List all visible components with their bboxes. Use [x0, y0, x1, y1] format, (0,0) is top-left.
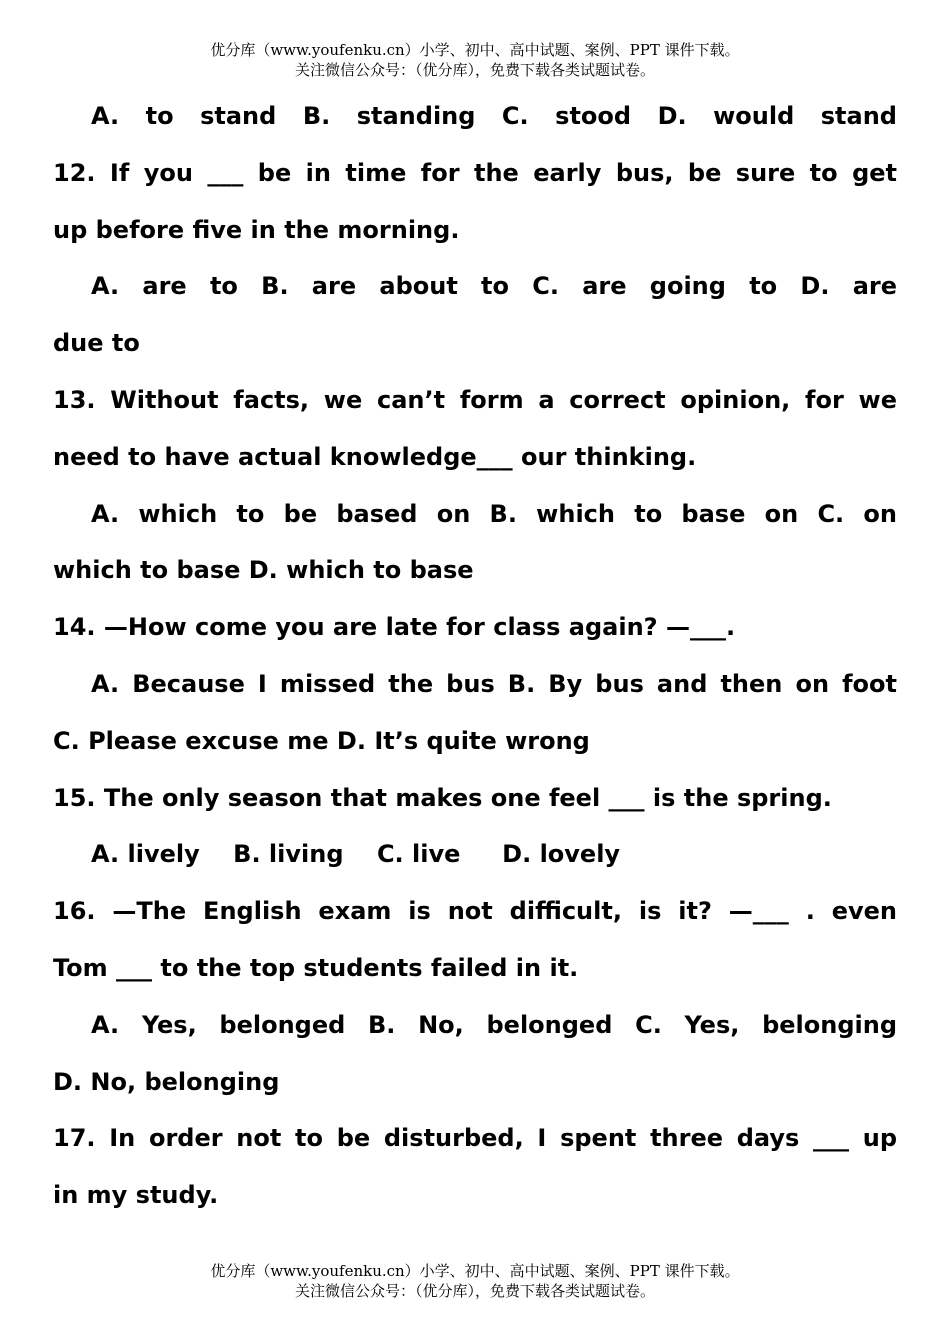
q16-stem-line-1: 16. —The English exam is not difficult, is it? —___ . even — [53, 897, 897, 926]
q11-options: A. to stand B. standing C. stood D. would stand — [91, 102, 897, 130]
q14-options-line-1: A. Because I missed the bus B. By bus and then on foot — [91, 669, 897, 698]
q17-stem-line-1: 17. In order not to be disturbed, I spent three days ___ up — [53, 1124, 897, 1153]
q16-stem-line-2: Tom ___ to the top students failed in it. — [53, 953, 579, 982]
q12-options-line-1: A. are to B. are about to C. are going to D. are — [91, 272, 897, 301]
footer-line-1: 优分库（www.youfenku.cn）小学、初中、高中试题、案例、PPT 课件下载。 — [210, 1262, 740, 1280]
q13-stem-line-1: 13. Without facts, we can’t form a correct opinion, for we — [53, 385, 897, 414]
q17-stem-line-2: in my study. — [53, 1181, 219, 1210]
q15-options: A. lively B. living C. live D. lovely — [91, 840, 621, 869]
q13-stem-line-2: need to have actual knowledge___ our thinking. — [53, 442, 697, 471]
header-line-2: 关注微信公众号：（优分库），免费下载各类试题试卷。 — [294, 61, 655, 79]
q14-options-line-2: C. Please excuse me D. It’s quite wrong — [53, 726, 590, 755]
header-line-1: 优分库（www.youfenku.cn）小学、初中、高中试题、案例、PPT 课件下载。 — [210, 41, 740, 59]
q12-stem-line-1: 12. If you ___ be in time for the early bus, be sure to get — [53, 158, 897, 187]
q16-options-line-2: D. No, belonging — [53, 1067, 280, 1096]
page-header — [0, 40, 950, 80]
q13-options-line-1: A. which to be based on B. which to base on C. on — [91, 499, 897, 528]
page-footer — [0, 1261, 950, 1301]
question-content — [53, 88, 897, 1224]
q14-stem: 14. —How come you are late for class again? —___. — [53, 613, 736, 642]
q13-options-line-2: which to base D. which to base — [53, 556, 474, 585]
q16-options-line-1: A. Yes, belonged B. No, belonged C. Yes, belonging — [91, 1010, 897, 1039]
q15-stem: 15. The only season that makes one feel ___ is the spring. — [53, 783, 832, 812]
q12-stem-line-2: up before five in the morning. — [53, 215, 460, 244]
q12-options-line-2: due to — [53, 329, 140, 358]
footer-line-2: 关注微信公众号：（优分库），免费下载各类试题试卷。 — [294, 1282, 655, 1300]
